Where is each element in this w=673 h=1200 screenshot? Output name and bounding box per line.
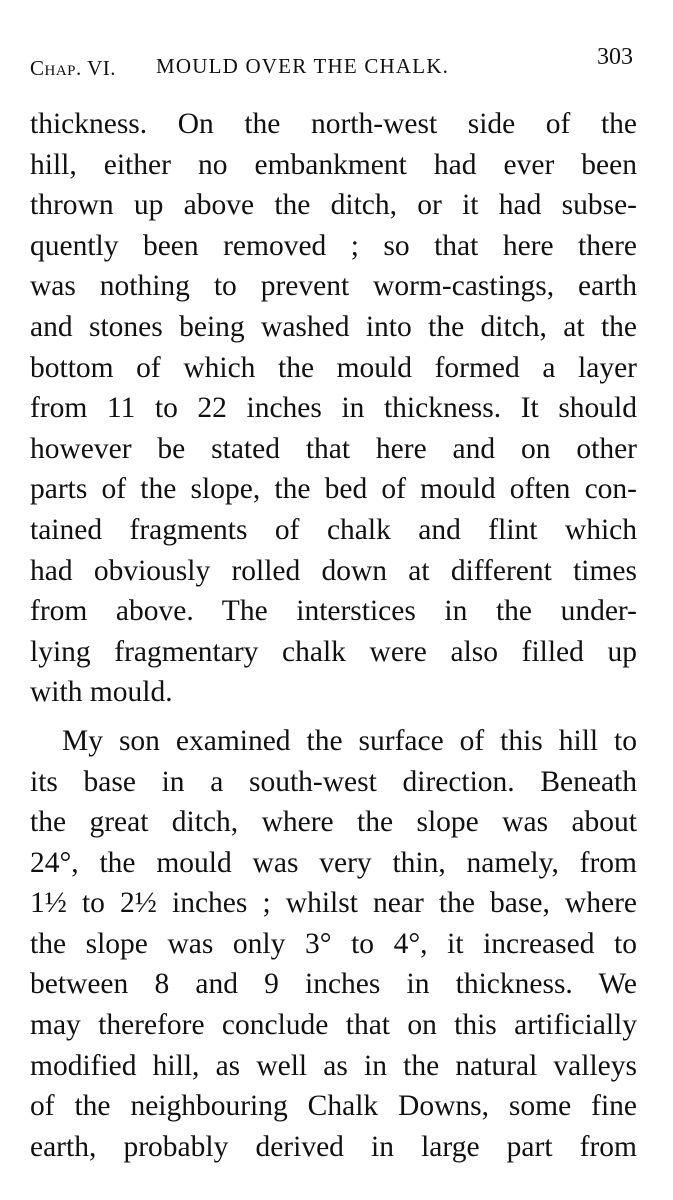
running-title: MOULD OVER THE CHALK. <box>156 54 450 78</box>
text-line: between 8 and 9 inches in thickness. We <box>30 968 637 1001</box>
paragraph-gap <box>30 713 637 721</box>
text-line: modified hill, as well as in the natural valleys <box>30 1049 637 1082</box>
text-line: the great ditch, where the slope was about <box>30 806 637 839</box>
text-line: My son examined the surface of this hill to <box>62 724 637 757</box>
body-text <box>30 104 637 1167</box>
paragraph-2 <box>30 721 637 1168</box>
text-line: bottom of which the mould formed a layer <box>30 351 637 384</box>
text-line: from 11 to 22 inches in thickness. It should <box>30 392 637 425</box>
text-line: its base in a south-west direction. Beneath <box>30 765 637 798</box>
text-line: may therefore conclude that on this artificially <box>30 1009 637 1042</box>
text-line: the slope was only 3° to 4°, it increased to <box>30 927 637 960</box>
text-line: lying fragmentary chalk were also filled up <box>30 635 637 668</box>
text-line: and stones being washed into the ditch, at the <box>30 310 637 343</box>
text-line: thickness. On the north-west side of the <box>30 108 637 140</box>
page-number: 303 <box>597 44 633 70</box>
paragraph-1 <box>30 104 637 713</box>
running-head <box>30 44 639 84</box>
text-line: of the neighbouring Chalk Downs, some fine <box>30 1090 637 1123</box>
text-line: tained fragments of chalk and flint which <box>30 513 637 546</box>
chapter-label: Chap. VI. <box>30 56 117 80</box>
text-line: with mould. <box>30 676 173 709</box>
text-line: parts of the slope, the bed of mould often con- <box>30 473 637 506</box>
text-line: 1½ to 2½ inches ; whilst near the base, where <box>30 887 637 920</box>
text-line: thrown up above the ditch, or it had subse- <box>30 189 637 222</box>
text-line: however be stated that here and on other <box>30 432 637 465</box>
text-line: earth, probably derived in large part from <box>30 1130 637 1163</box>
text-line: had obviously rolled down at different times <box>30 554 637 587</box>
text-line: 24°, the mould was very thin, namely, from <box>30 846 637 879</box>
text-line: was nothing to prevent worm-castings, earth <box>30 270 637 303</box>
text-line: quently been removed ; so that here there <box>30 229 637 262</box>
text-line: hill, either no embankment had ever been <box>30 148 637 181</box>
text-line: from above. The interstices in the under- <box>30 595 637 628</box>
